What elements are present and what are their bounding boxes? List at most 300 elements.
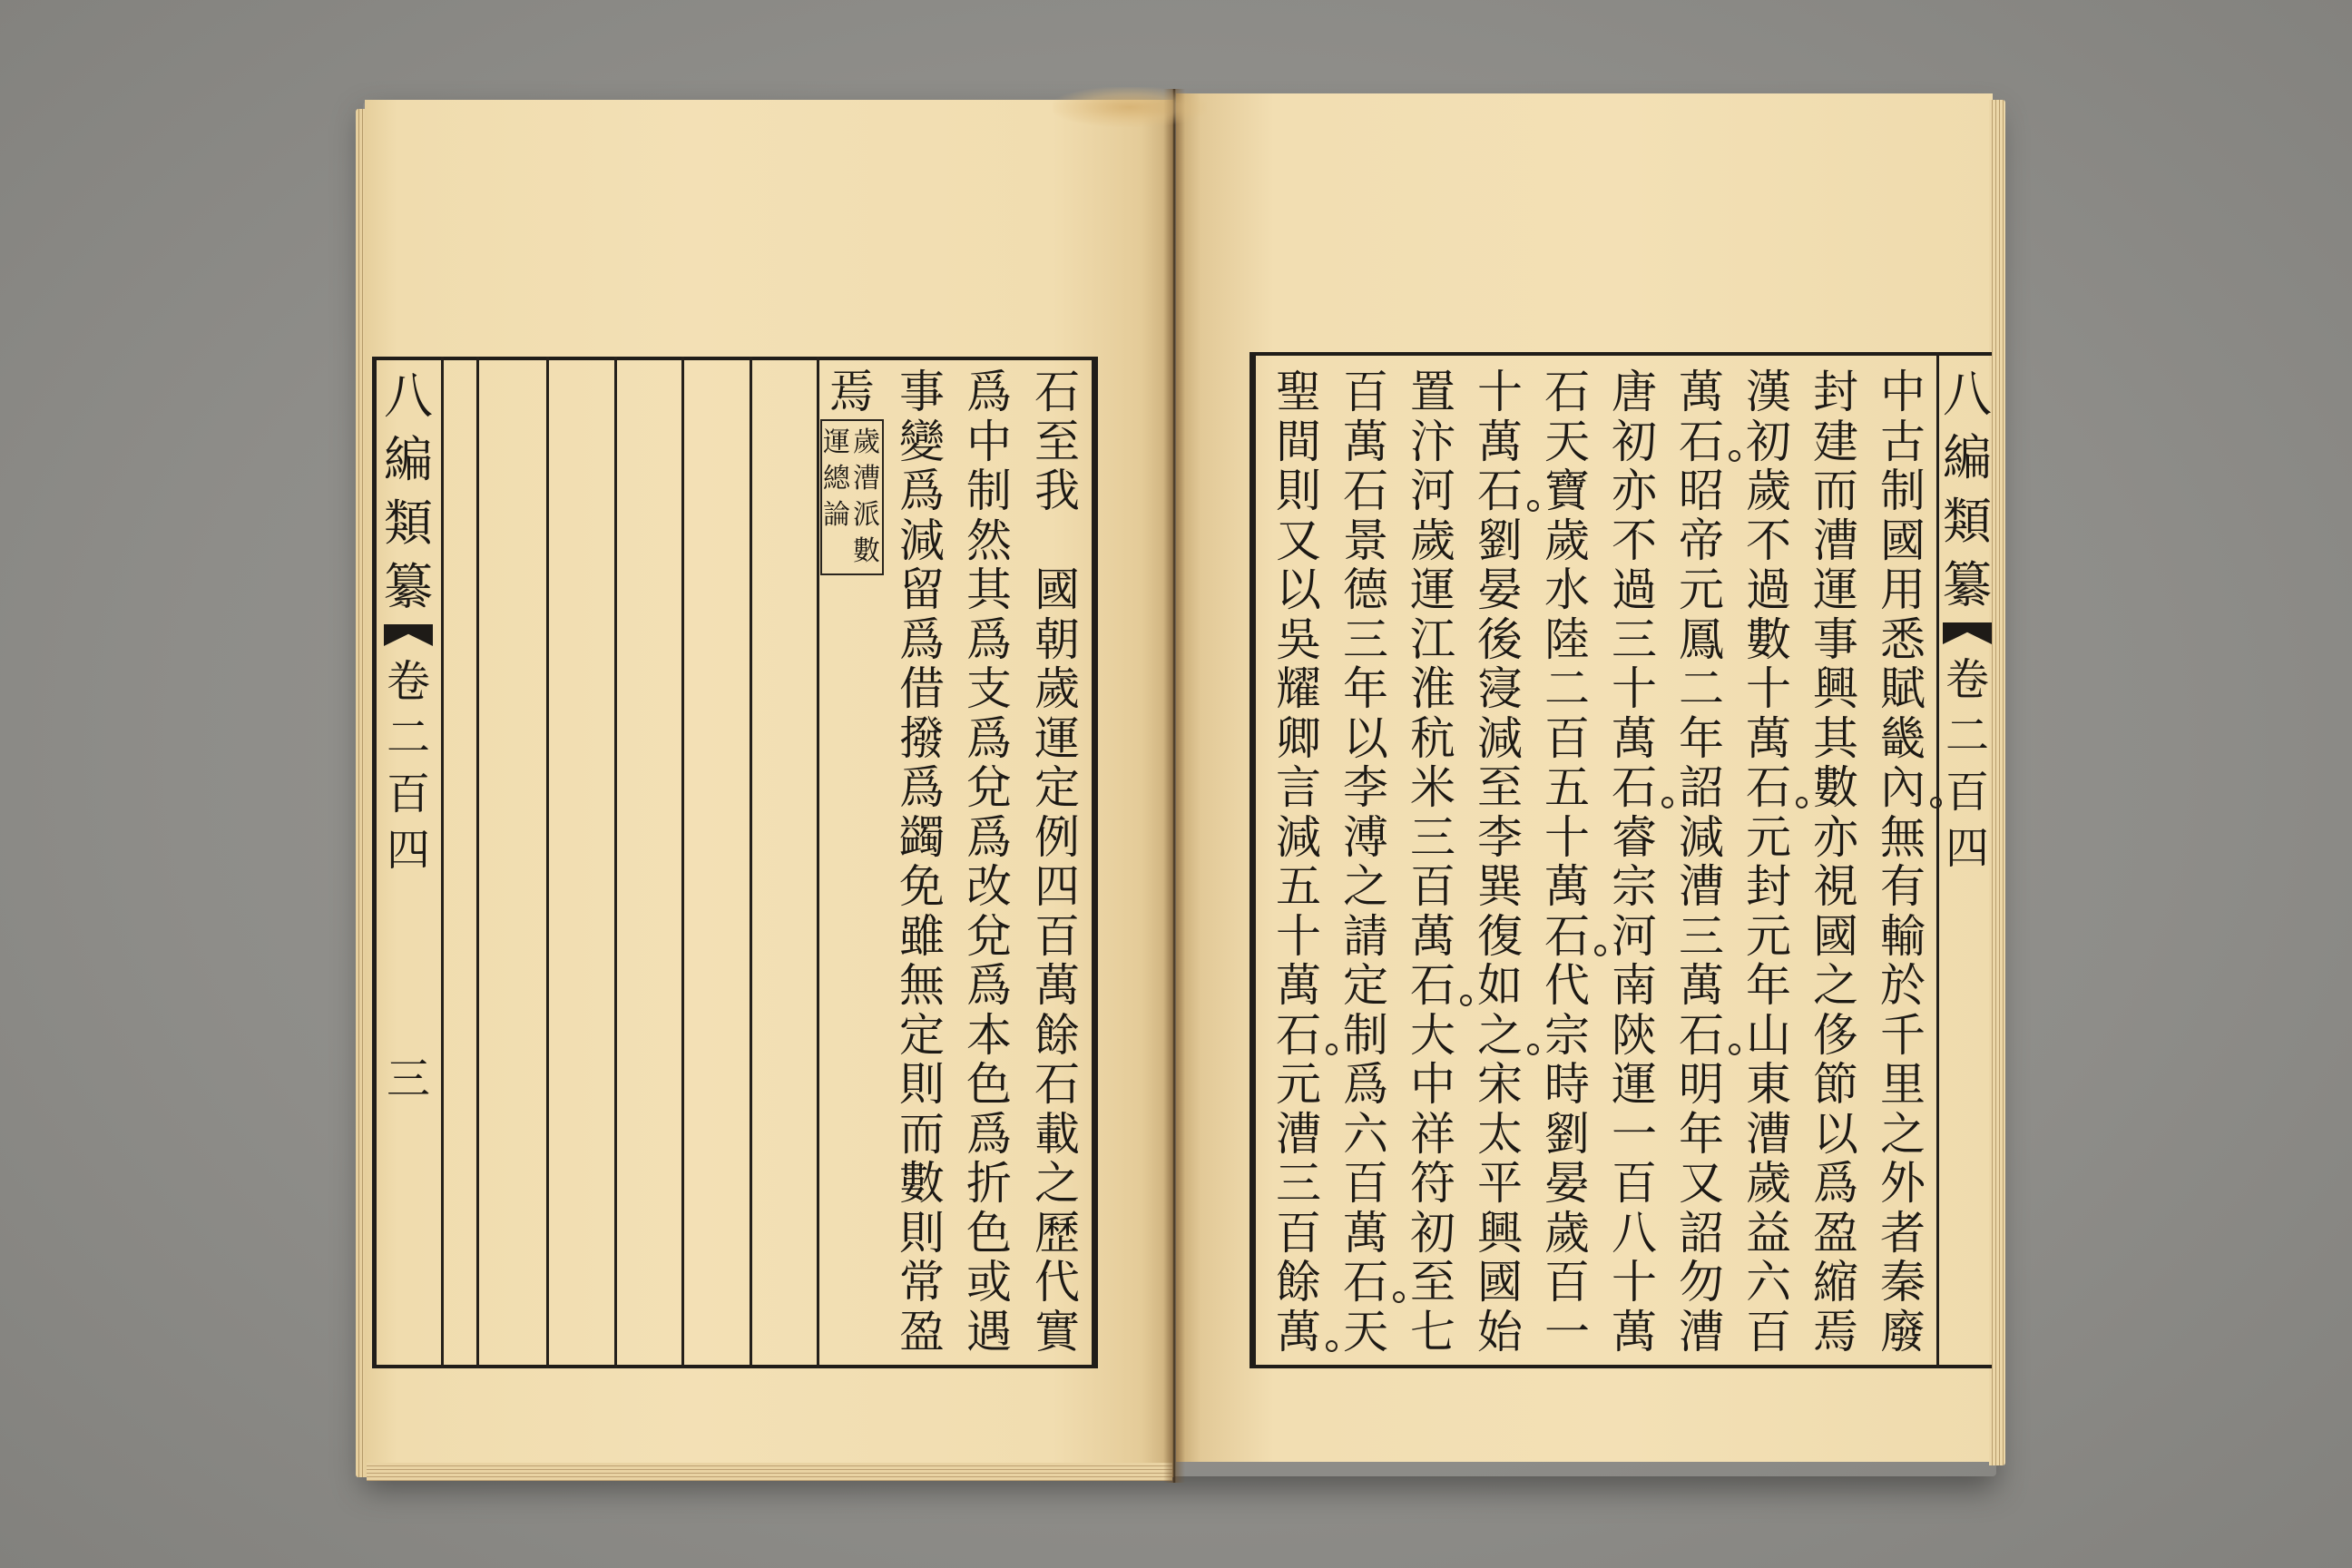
- glyph: 卷: [1945, 654, 1989, 705]
- glyph: 爲: [966, 612, 1012, 666]
- glyph: 建: [1813, 415, 1858, 468]
- text-column: [1534, 368, 1601, 1357]
- glyph: 免: [899, 860, 945, 913]
- glyph: 制: [966, 465, 1012, 517]
- glyph: 卿: [1276, 711, 1321, 765]
- glyph: 制: [1343, 1008, 1388, 1062]
- glyph: 帝: [1679, 514, 1724, 567]
- glyph: 石: [1735, 763, 1802, 813]
- glyph: 焉: [1813, 1305, 1858, 1358]
- glyph: 南: [1612, 959, 1657, 1012]
- glyph: 元: [1679, 564, 1724, 616]
- glyph: 蠲: [899, 810, 945, 864]
- glyph: 十: [1544, 810, 1590, 864]
- glyph: 吳: [1276, 612, 1321, 666]
- glyph: 時: [1544, 1058, 1590, 1111]
- column-rule: [546, 357, 549, 1368]
- glyph: 減: [1679, 810, 1724, 864]
- text-column: [1265, 368, 1332, 1357]
- glyph: 年: [1679, 711, 1724, 765]
- glyph: 盈: [1813, 1206, 1858, 1259]
- glyph: 耀: [1276, 662, 1321, 715]
- glyph: 運: [823, 426, 850, 458]
- glyph: 萬: [1679, 959, 1724, 1012]
- glyph: 例: [1034, 810, 1080, 864]
- glyph: 之: [1034, 1157, 1080, 1210]
- glyph: 間: [1276, 415, 1321, 468]
- glyph: 置: [1410, 366, 1455, 418]
- glyph: 漕: [1679, 860, 1724, 913]
- glyph: 爲: [966, 959, 1012, 1012]
- glyph: 運: [1612, 1058, 1657, 1111]
- glyph: 過: [1612, 564, 1657, 616]
- glyph: 後: [1477, 612, 1523, 666]
- glyph: 爲: [966, 810, 1012, 864]
- glyph: 年: [1679, 1107, 1724, 1161]
- glyph: 百: [1746, 1305, 1791, 1358]
- glyph: 歲: [1410, 514, 1455, 567]
- glyph: 卷: [386, 656, 430, 707]
- glyph: 百: [1410, 860, 1455, 913]
- glyph: 石: [1668, 1011, 1735, 1061]
- glyph: 撥: [899, 711, 945, 765]
- glyph: 言: [1276, 761, 1321, 814]
- glyph: 石: [1265, 1011, 1332, 1061]
- glyph: 減: [1477, 711, 1523, 765]
- glyph: 初: [1410, 1206, 1455, 1259]
- glyph: 鳳: [1679, 612, 1724, 666]
- glyph: 而: [1813, 465, 1858, 517]
- glyph: 石: [1601, 763, 1668, 813]
- glyph: 編: [384, 431, 433, 488]
- text-column: [818, 368, 886, 417]
- column-rule: [476, 357, 479, 1368]
- glyph: 歲: [1544, 1206, 1590, 1259]
- glyph: 秦: [1880, 1256, 1926, 1308]
- glyph: 淮: [1410, 662, 1455, 715]
- glyph: 萬: [1410, 909, 1455, 963]
- glyph: 制: [1880, 465, 1926, 517]
- glyph: 不: [1612, 514, 1657, 567]
- glyph: 萬: [1343, 1206, 1388, 1259]
- glyph: 德: [1343, 564, 1388, 616]
- glyph: 古: [1880, 415, 1926, 468]
- glyph: 論: [823, 499, 850, 531]
- glyph: 六: [1343, 1107, 1388, 1161]
- text-column: [1466, 368, 1534, 1357]
- glyph: 實: [1034, 1305, 1080, 1358]
- glyph: 祥: [1410, 1107, 1455, 1161]
- glyph: 百: [1544, 1256, 1590, 1308]
- glyph: 三: [1679, 909, 1724, 963]
- glyph: 萬: [1544, 860, 1590, 913]
- glyph: 萬: [1265, 1308, 1332, 1357]
- glyph: 其: [966, 564, 1012, 616]
- glyph: 萬: [1343, 415, 1388, 468]
- glyph: 八: [384, 368, 433, 425]
- glyph: 數: [899, 1157, 945, 1210]
- glyph: 色: [966, 1206, 1012, 1259]
- glyph: 漕: [1276, 1107, 1321, 1161]
- glyph: 二: [1945, 710, 1989, 761]
- glyph: 唐: [1612, 366, 1657, 418]
- text-column: [1668, 368, 1735, 1357]
- glyph: 焉: [829, 366, 875, 418]
- glyph: 改: [966, 860, 1012, 913]
- glyph: 百: [1034, 909, 1080, 963]
- glyph: 國: [1880, 514, 1926, 567]
- glyph: 數: [1746, 612, 1791, 666]
- glyph: 然: [966, 514, 1012, 567]
- glyph: 符: [1410, 1157, 1455, 1210]
- text-column: [888, 368, 956, 1357]
- glyph: 則: [899, 1058, 945, 1111]
- glyph: 運: [1034, 711, 1080, 765]
- glyph: 昭: [1679, 465, 1724, 517]
- glyph: 折: [966, 1157, 1012, 1210]
- glyph: 內: [1869, 763, 1936, 813]
- glyph: 爲: [966, 366, 1012, 418]
- glyph: 水: [1544, 564, 1590, 616]
- glyph: 詔: [1679, 761, 1724, 814]
- glyph: 則: [1276, 465, 1321, 517]
- glyph: 四: [386, 825, 430, 876]
- glyph: 又: [1679, 1157, 1724, 1210]
- glyph: 萬: [1477, 415, 1523, 468]
- glyph: 江: [1410, 612, 1455, 666]
- glyph: 悉: [1880, 612, 1926, 666]
- glyph: 者: [1880, 1206, 1926, 1259]
- glyph: 縮: [1813, 1256, 1858, 1308]
- glyph: 爲: [1813, 1157, 1858, 1210]
- margin-title: [376, 365, 441, 619]
- glyph: 爲: [966, 1107, 1012, 1161]
- glyph: 一: [1544, 1305, 1590, 1358]
- glyph: 爲: [899, 465, 945, 517]
- glyph: 本: [966, 1008, 1012, 1062]
- glyph: 漕: [1813, 514, 1858, 567]
- glyph: 賦: [1880, 662, 1926, 715]
- glyph: 餘: [1276, 1256, 1321, 1308]
- glyph: 數: [1813, 761, 1858, 814]
- text-column: [1735, 368, 1802, 1357]
- glyph: 石: [1034, 1058, 1080, 1111]
- glyph: 或: [966, 1256, 1012, 1308]
- glyph: 漕: [1679, 1305, 1724, 1358]
- glyph: 劉: [1544, 1107, 1590, 1161]
- glyph: [1024, 516, 1091, 566]
- glyph: 封: [1813, 366, 1858, 418]
- glyph: 減: [899, 514, 945, 567]
- glyph: 歲: [1544, 514, 1590, 567]
- glyph: 大: [1410, 1008, 1455, 1062]
- glyph: 數: [853, 535, 880, 567]
- glyph: 太: [1477, 1107, 1523, 1161]
- glyph: 秔: [1410, 711, 1455, 765]
- text-column: [956, 368, 1023, 1357]
- glyph: 十: [1612, 662, 1657, 715]
- glyph: 用: [1880, 564, 1926, 616]
- glyph: 雖: [899, 909, 945, 963]
- glyph: 六: [1746, 1256, 1791, 1308]
- glyph: 中: [966, 415, 1012, 468]
- glyph: 至: [1477, 761, 1523, 814]
- glyph: 李: [1343, 761, 1388, 814]
- book-gutter: [1163, 89, 1185, 1483]
- glyph: 事: [899, 366, 945, 418]
- glyph: 纂: [1943, 556, 1992, 613]
- glyph: 百: [1343, 366, 1388, 418]
- glyph: 石: [1668, 417, 1735, 467]
- glyph: 類: [384, 495, 433, 552]
- glyph: 天: [1544, 415, 1590, 468]
- glyph: 則: [899, 1206, 945, 1259]
- glyph: 明: [1679, 1058, 1724, 1111]
- glyph: 年: [1343, 662, 1388, 715]
- glyph: 石: [1343, 465, 1388, 517]
- glyph: 廢: [1880, 1305, 1926, 1358]
- text-column: [1332, 368, 1399, 1357]
- glyph: 石: [1034, 366, 1080, 418]
- margin-column-rule: [1936, 352, 1939, 1368]
- glyph: 變: [899, 415, 945, 468]
- glyph: 景: [1343, 514, 1388, 567]
- glyph: 千: [1880, 1008, 1926, 1062]
- glyph: 載: [1034, 1107, 1080, 1161]
- glyph: 石: [1466, 466, 1534, 516]
- glyph: 如: [1477, 959, 1523, 1012]
- glyph: 二: [1544, 662, 1590, 715]
- glyph: 十: [1612, 1256, 1657, 1308]
- column-rule: [614, 357, 617, 1368]
- glyph: 以: [1276, 564, 1321, 616]
- glyph: 陝: [1612, 1008, 1657, 1062]
- glyph: 纂: [384, 558, 433, 615]
- glyph: 總: [823, 463, 850, 495]
- glyph: 石: [1534, 912, 1601, 962]
- glyph: 詔: [1679, 1206, 1724, 1259]
- glyph: 聖: [1276, 366, 1321, 418]
- glyph: 四: [1034, 860, 1080, 913]
- glyph: 宗: [1612, 860, 1657, 913]
- glyph: 宗: [1544, 1008, 1590, 1062]
- glyph: 漢: [1746, 366, 1791, 418]
- glyph: 以: [1813, 1107, 1858, 1161]
- glyph: 宋: [1477, 1058, 1523, 1111]
- glyph: 中: [1880, 366, 1926, 418]
- glyph: 河: [1410, 465, 1455, 517]
- margin-column-rule: [441, 357, 444, 1368]
- glyph: 益: [1746, 1206, 1791, 1259]
- glyph: 劉: [1477, 514, 1523, 567]
- glyph: 節: [1813, 1058, 1858, 1111]
- glyph: 五: [1544, 761, 1590, 814]
- margin-title: [1940, 363, 1994, 617]
- glyph: 不: [1746, 514, 1791, 567]
- glyph: 興: [1813, 662, 1858, 715]
- text-column: [1802, 368, 1869, 1357]
- glyph: 其: [1813, 711, 1858, 765]
- glyph: 二: [386, 712, 430, 763]
- glyph: 中: [1410, 1058, 1455, 1111]
- glyph: 過: [1746, 564, 1791, 616]
- glyph: 畿: [1880, 711, 1926, 765]
- glyph: 百: [1945, 767, 1989, 818]
- glyph: 事: [1813, 612, 1858, 666]
- glyph: 五: [1276, 860, 1321, 913]
- glyph: 萬: [1276, 959, 1321, 1012]
- glyph: 石: [1332, 1258, 1399, 1308]
- annotation-line: [822, 425, 851, 534]
- glyph: 石: [1544, 366, 1590, 418]
- glyph: 無: [899, 959, 945, 1012]
- glyph: 十: [1746, 662, 1791, 715]
- glyph: 色: [966, 1058, 1012, 1111]
- glyph: 復: [1477, 909, 1523, 963]
- glyph: 兌: [966, 761, 1012, 814]
- column-rule: [681, 357, 684, 1368]
- glyph: 百: [1343, 1157, 1388, 1210]
- glyph: 歲: [1034, 662, 1080, 715]
- glyph: 以: [1343, 711, 1388, 765]
- glyph: 運: [1813, 564, 1858, 616]
- glyph: 三: [1343, 612, 1388, 666]
- glyph: 初: [1612, 415, 1657, 468]
- glyph: 四: [1945, 823, 1989, 874]
- glyph: 編: [1943, 429, 1992, 486]
- glyph: 之: [1880, 1107, 1926, 1161]
- glyph: 兌: [966, 909, 1012, 963]
- glyph: 請: [1343, 909, 1388, 963]
- glyph: 元: [1746, 909, 1791, 963]
- glyph: 定: [1034, 761, 1080, 814]
- glyph: 三: [1276, 1157, 1321, 1210]
- glyph: 遇: [966, 1305, 1012, 1358]
- glyph: 歲: [1746, 465, 1791, 517]
- glyph: 我: [1034, 465, 1080, 517]
- glyph: 陸: [1544, 612, 1590, 666]
- glyph: 之: [1813, 959, 1858, 1012]
- glyph: 支: [966, 662, 1012, 715]
- glyph: 三: [1410, 810, 1455, 864]
- glyph: 十: [1276, 909, 1321, 963]
- glyph: 李: [1477, 810, 1523, 864]
- glyph: 始: [1477, 1305, 1523, 1358]
- glyph: 歲: [853, 426, 880, 458]
- glyph: 米: [1410, 761, 1455, 814]
- glyph: 朝: [1034, 612, 1080, 666]
- glyph: 漕: [853, 463, 880, 495]
- annotation-line: [852, 425, 881, 570]
- glyph: 河: [1612, 909, 1657, 963]
- glyph: 爲: [899, 761, 945, 814]
- glyph: 里: [1880, 1058, 1926, 1111]
- glyph: 一: [1612, 1107, 1657, 1161]
- margin-volume: [1940, 652, 1994, 877]
- glyph: 平: [1477, 1157, 1523, 1210]
- glyph: 國: [1477, 1256, 1523, 1308]
- glyph: 定: [1343, 959, 1388, 1012]
- text-column: [1024, 368, 1091, 1357]
- glyph: 萬: [1612, 711, 1657, 765]
- glyph: 八: [1612, 1206, 1657, 1259]
- glyph: 至: [1034, 415, 1080, 468]
- glyph: 歷: [1034, 1206, 1080, 1259]
- glyph: 萬: [1034, 959, 1080, 1012]
- glyph: 於: [1880, 959, 1926, 1012]
- glyph: 萬: [1746, 711, 1791, 765]
- paper-stain: [1053, 87, 1207, 127]
- glyph: 興: [1477, 1206, 1523, 1259]
- glyph: 減: [1276, 810, 1321, 864]
- glyph: 侈: [1813, 1008, 1858, 1062]
- glyph: 晏: [1544, 1157, 1590, 1210]
- glyph: 封: [1746, 860, 1791, 913]
- glyph: 至: [1410, 1256, 1455, 1308]
- glyph: 亦: [1612, 465, 1657, 517]
- glyph: 萬: [1612, 1305, 1657, 1358]
- glyph: 外: [1880, 1157, 1926, 1210]
- glyph: 元: [1276, 1058, 1321, 1111]
- glyph: 百: [1544, 711, 1590, 765]
- glyph: 派: [853, 499, 880, 531]
- page-stack-bottom-edge: [367, 1463, 1172, 1481]
- glyph: 三: [386, 1054, 430, 1104]
- glyph: 十: [1477, 366, 1523, 418]
- glyph: 而: [899, 1107, 945, 1161]
- text-column: [1869, 368, 1936, 1357]
- glyph: 天: [1343, 1305, 1388, 1358]
- glyph: 百: [1612, 1157, 1657, 1210]
- margin-leaf-number: [376, 1051, 441, 1107]
- glyph: 晏: [1477, 564, 1523, 616]
- glyph: 二: [1679, 662, 1724, 715]
- glyph: 寶: [1544, 465, 1590, 517]
- column-rule: [817, 357, 819, 1368]
- glyph: 萬: [1679, 366, 1724, 418]
- glyph: 七: [1410, 1305, 1455, 1358]
- glyph: 初: [1746, 415, 1791, 468]
- glyph: 漕: [1746, 1107, 1791, 1161]
- glyph: 勿: [1679, 1256, 1724, 1308]
- glyph: 東: [1746, 1058, 1791, 1111]
- glyph: 溥: [1343, 810, 1388, 864]
- glyph: 類: [1943, 493, 1992, 550]
- glyph: 借: [899, 662, 945, 715]
- glyph: 八: [1943, 366, 1992, 423]
- glyph: 寖: [1477, 662, 1523, 715]
- glyph: 無: [1880, 810, 1926, 864]
- glyph: 睿: [1612, 810, 1657, 864]
- glyph: 有: [1880, 860, 1926, 913]
- glyph: 定: [899, 1008, 945, 1062]
- glyph: 國: [1813, 909, 1858, 963]
- glyph: 年: [1746, 959, 1791, 1012]
- glyph: 視: [1813, 860, 1858, 913]
- text-column: [1601, 368, 1668, 1357]
- glyph: 留: [899, 564, 945, 616]
- glyph: 運: [1410, 564, 1455, 616]
- glyph: 山: [1746, 1008, 1791, 1062]
- glyph: 巽: [1477, 860, 1523, 913]
- glyph: 石: [1399, 961, 1466, 1011]
- glyph: 之: [1343, 860, 1388, 913]
- glyph: 元: [1746, 810, 1791, 864]
- glyph: 又: [1276, 514, 1321, 567]
- glyph: 三: [1612, 612, 1657, 666]
- text-column: [1399, 368, 1466, 1357]
- glyph: 百: [1276, 1206, 1321, 1259]
